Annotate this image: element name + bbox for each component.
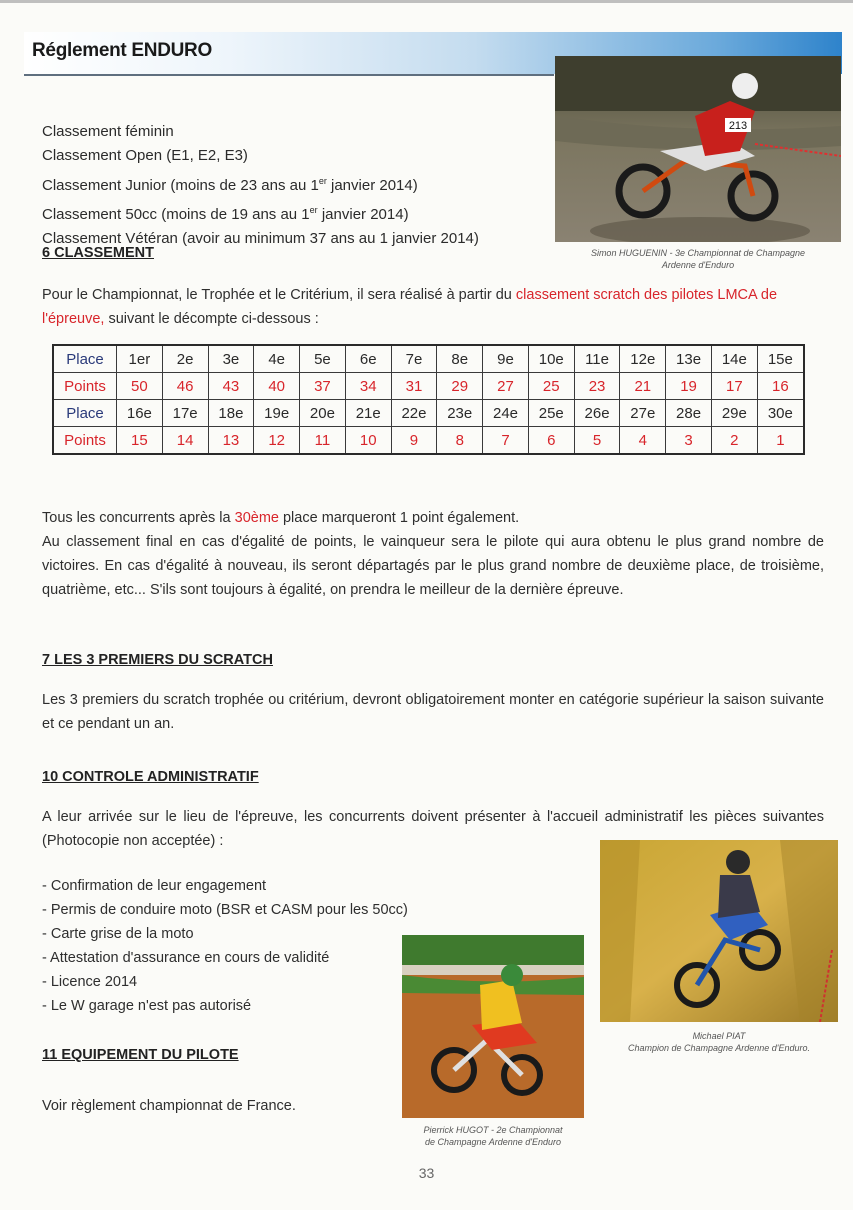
table-row-points	[53, 373, 804, 400]
place-cell: 6e	[345, 345, 391, 373]
section7-text: Les 3 premiers du scratch trophée ou critérium, devront obligatoirement monter en catégorie supérieur la saison suivante et ce pendant un an.	[42, 692, 824, 732]
place-cell: 8e	[437, 345, 483, 373]
points-cell: 11	[300, 427, 346, 455]
heading-10-controle: 10 CONTROLE ADMINISTRATIF	[42, 769, 259, 785]
points-label: Points	[53, 427, 117, 455]
motocross-photo-1	[555, 56, 841, 242]
place-cell: 1er	[117, 345, 163, 373]
points-cell: 29	[437, 373, 483, 400]
section11-text: Voir règlement championnat de France.	[42, 1098, 296, 1114]
points-cell: 14	[162, 427, 208, 455]
page-number: 33	[418, 1165, 435, 1181]
place-cell: 16e	[117, 400, 163, 427]
place-cell: 26e	[574, 400, 620, 427]
points-cell: 43	[208, 373, 254, 400]
place-cell: 18e	[208, 400, 254, 427]
points-cell: 15	[117, 427, 163, 455]
points-cell: 46	[162, 373, 208, 400]
piece-item: - Confirmation de leur engagement	[42, 878, 267, 894]
points-label: Points	[53, 373, 117, 400]
table-row-place	[53, 400, 804, 427]
page-title: Réglement ENDURO	[32, 40, 212, 61]
caption-pierrick-line2: de Champagne Ardenne d'Enduro	[425, 1137, 561, 1147]
caption-simon	[555, 247, 841, 271]
title-underline	[24, 74, 554, 76]
piece-item: - Carte grise de la moto	[42, 926, 194, 942]
heading-11-equipement: 11 EQUIPEMENT DU PILOTE	[42, 1047, 239, 1063]
points-cell: 31	[391, 373, 437, 400]
points-cell: 10	[345, 427, 391, 455]
points-cell: 12	[254, 427, 300, 455]
place-cell: 20e	[300, 400, 346, 427]
classement-item-50cc: Classement 50cc (moins de 19 ans au 1er janvier 2014)	[42, 204, 409, 223]
place-cell: 9e	[483, 345, 529, 373]
points-cell: 17	[711, 373, 757, 400]
egalite-paragraph: Au classement final en cas d'égalité de points, le vainqueur sera le pilote qui aura obtenu le plus grand nombre de victoires. En cas d'égalité à nouveau, ils seront départagés par le plus grand nombre de deuxième place, de troisième, quatrième, etc... S'ils sont toujours à égalité, on prendra le meilleur de la dernière épreuve.	[42, 534, 824, 598]
photo-michael-piat	[600, 840, 838, 1022]
classement-list	[42, 120, 479, 251]
place-cell: 2e	[162, 345, 208, 373]
points-cell: 5	[574, 427, 620, 455]
points-cell: 21	[620, 373, 666, 400]
caption-michael	[600, 1030, 838, 1054]
points-cell: 2	[711, 427, 757, 455]
place-cell: 30e	[757, 400, 804, 427]
heading-7-scratch: 7 LES 3 PREMIERS DU SCRATCH	[42, 652, 273, 668]
points-cell: 34	[345, 373, 391, 400]
place-cell: 28e	[666, 400, 712, 427]
place-label: Place	[53, 400, 117, 427]
place-cell: 5e	[300, 345, 346, 373]
points-cell: 1	[757, 427, 804, 455]
points-cell: 3	[666, 427, 712, 455]
points-cell: 25	[528, 373, 574, 400]
points-table	[52, 344, 805, 455]
points-cell: 16	[757, 373, 804, 400]
place-label: Place	[53, 345, 117, 373]
points-cell: 50	[117, 373, 163, 400]
place-cell: 19e	[254, 400, 300, 427]
points-cell: 27	[483, 373, 529, 400]
table-row-points	[53, 427, 804, 455]
place-cell: 24e	[483, 400, 529, 427]
highlight-scratch: classement scratch des pilotes LMCA de l'épreuve,	[42, 287, 778, 327]
after-30-note: Tous les concurrents après la 30ème place marqueront 1 point également.	[42, 510, 520, 526]
place-cell: 17e	[162, 400, 208, 427]
place-cell: 23e	[437, 400, 483, 427]
caption-simon-line1: Simon HUGUENIN - 3e Championnat de Champagne	[590, 248, 806, 258]
place-cell: 25e	[528, 400, 574, 427]
place-cell: 27e	[620, 400, 666, 427]
piece-item: - Le W garage n'est pas autorisé	[42, 998, 252, 1014]
piece-item: - Permis de conduire moto (BSR et CASM pour les 50cc)	[42, 902, 408, 918]
points-cell: 40	[254, 373, 300, 400]
points-cell: 37	[300, 373, 346, 400]
section6-intro: Pour le Championnat, le Trophée et le Critérium, il sera réalisé à partir du classement scratch des pilotes LMCA de l'épreuve, suivant le décompte ci-dessous :	[42, 287, 778, 327]
piece-item: - Attestation d'assurance en cours de validité	[42, 950, 330, 966]
caption-simon-line2: Ardenne d'Enduro	[661, 260, 735, 270]
classement-item-veteran: Classement Vétéran (avoir au minimum 37 ans au 1 janvier 2014)	[42, 230, 479, 248]
points-cell: 13	[208, 427, 254, 455]
highlight-30eme: 30ème	[234, 510, 279, 526]
place-cell: 13e	[666, 345, 712, 373]
place-cell: 15e	[757, 345, 804, 373]
motocross-photo-2	[600, 840, 838, 1022]
photo-pierrick-hugot	[402, 935, 584, 1118]
points-cell: 4	[620, 427, 666, 455]
classement-item-feminin: Classement féminin	[42, 123, 174, 140]
points-cell: 19	[666, 373, 712, 400]
caption-pierrick	[395, 1124, 591, 1148]
classement-item-junior: Classement Junior (moins de 23 ans au 1er janvier 2014)	[42, 175, 418, 194]
piece-item: - Licence 2014	[42, 974, 138, 990]
top-border	[0, 0, 853, 3]
pieces-list	[42, 874, 462, 1018]
points-cell: 9	[391, 427, 437, 455]
points-cell: 23	[574, 373, 620, 400]
motocross-photo-3	[402, 935, 584, 1118]
place-cell: 12e	[620, 345, 666, 373]
place-cell: 21e	[345, 400, 391, 427]
place-cell: 3e	[208, 345, 254, 373]
heading-6-classement: 6 CLASSEMENT	[42, 245, 154, 261]
place-cell: 10e	[528, 345, 574, 373]
points-cell: 8	[437, 427, 483, 455]
points-cell: 6	[528, 427, 574, 455]
section10-intro: A leur arrivée sur le lieu de l'épreuve, les concurrents doivent présenter à l'accueil administratif les pièces suivantes (Photocopie non acceptée) :	[42, 809, 824, 849]
table-row-place	[53, 345, 804, 373]
place-cell: 22e	[391, 400, 437, 427]
photo-simon-huguenin	[555, 56, 841, 242]
points-cell: 7	[483, 427, 529, 455]
place-cell: 14e	[711, 345, 757, 373]
place-cell: 11e	[574, 345, 620, 373]
place-cell: 4e	[254, 345, 300, 373]
place-cell: 29e	[711, 400, 757, 427]
caption-michael-line2: Champion de Champagne Ardenne d'Enduro.	[627, 1043, 810, 1053]
caption-michael-line1: Michael PIAT	[692, 1031, 746, 1041]
caption-pierrick-line1: Pierrick HUGOT - 2e Championnat	[423, 1125, 563, 1135]
bib-number: 213	[728, 120, 748, 132]
place-cell: 7e	[391, 345, 437, 373]
classement-item-open: Classement Open (E1, E2, E3)	[42, 147, 248, 165]
